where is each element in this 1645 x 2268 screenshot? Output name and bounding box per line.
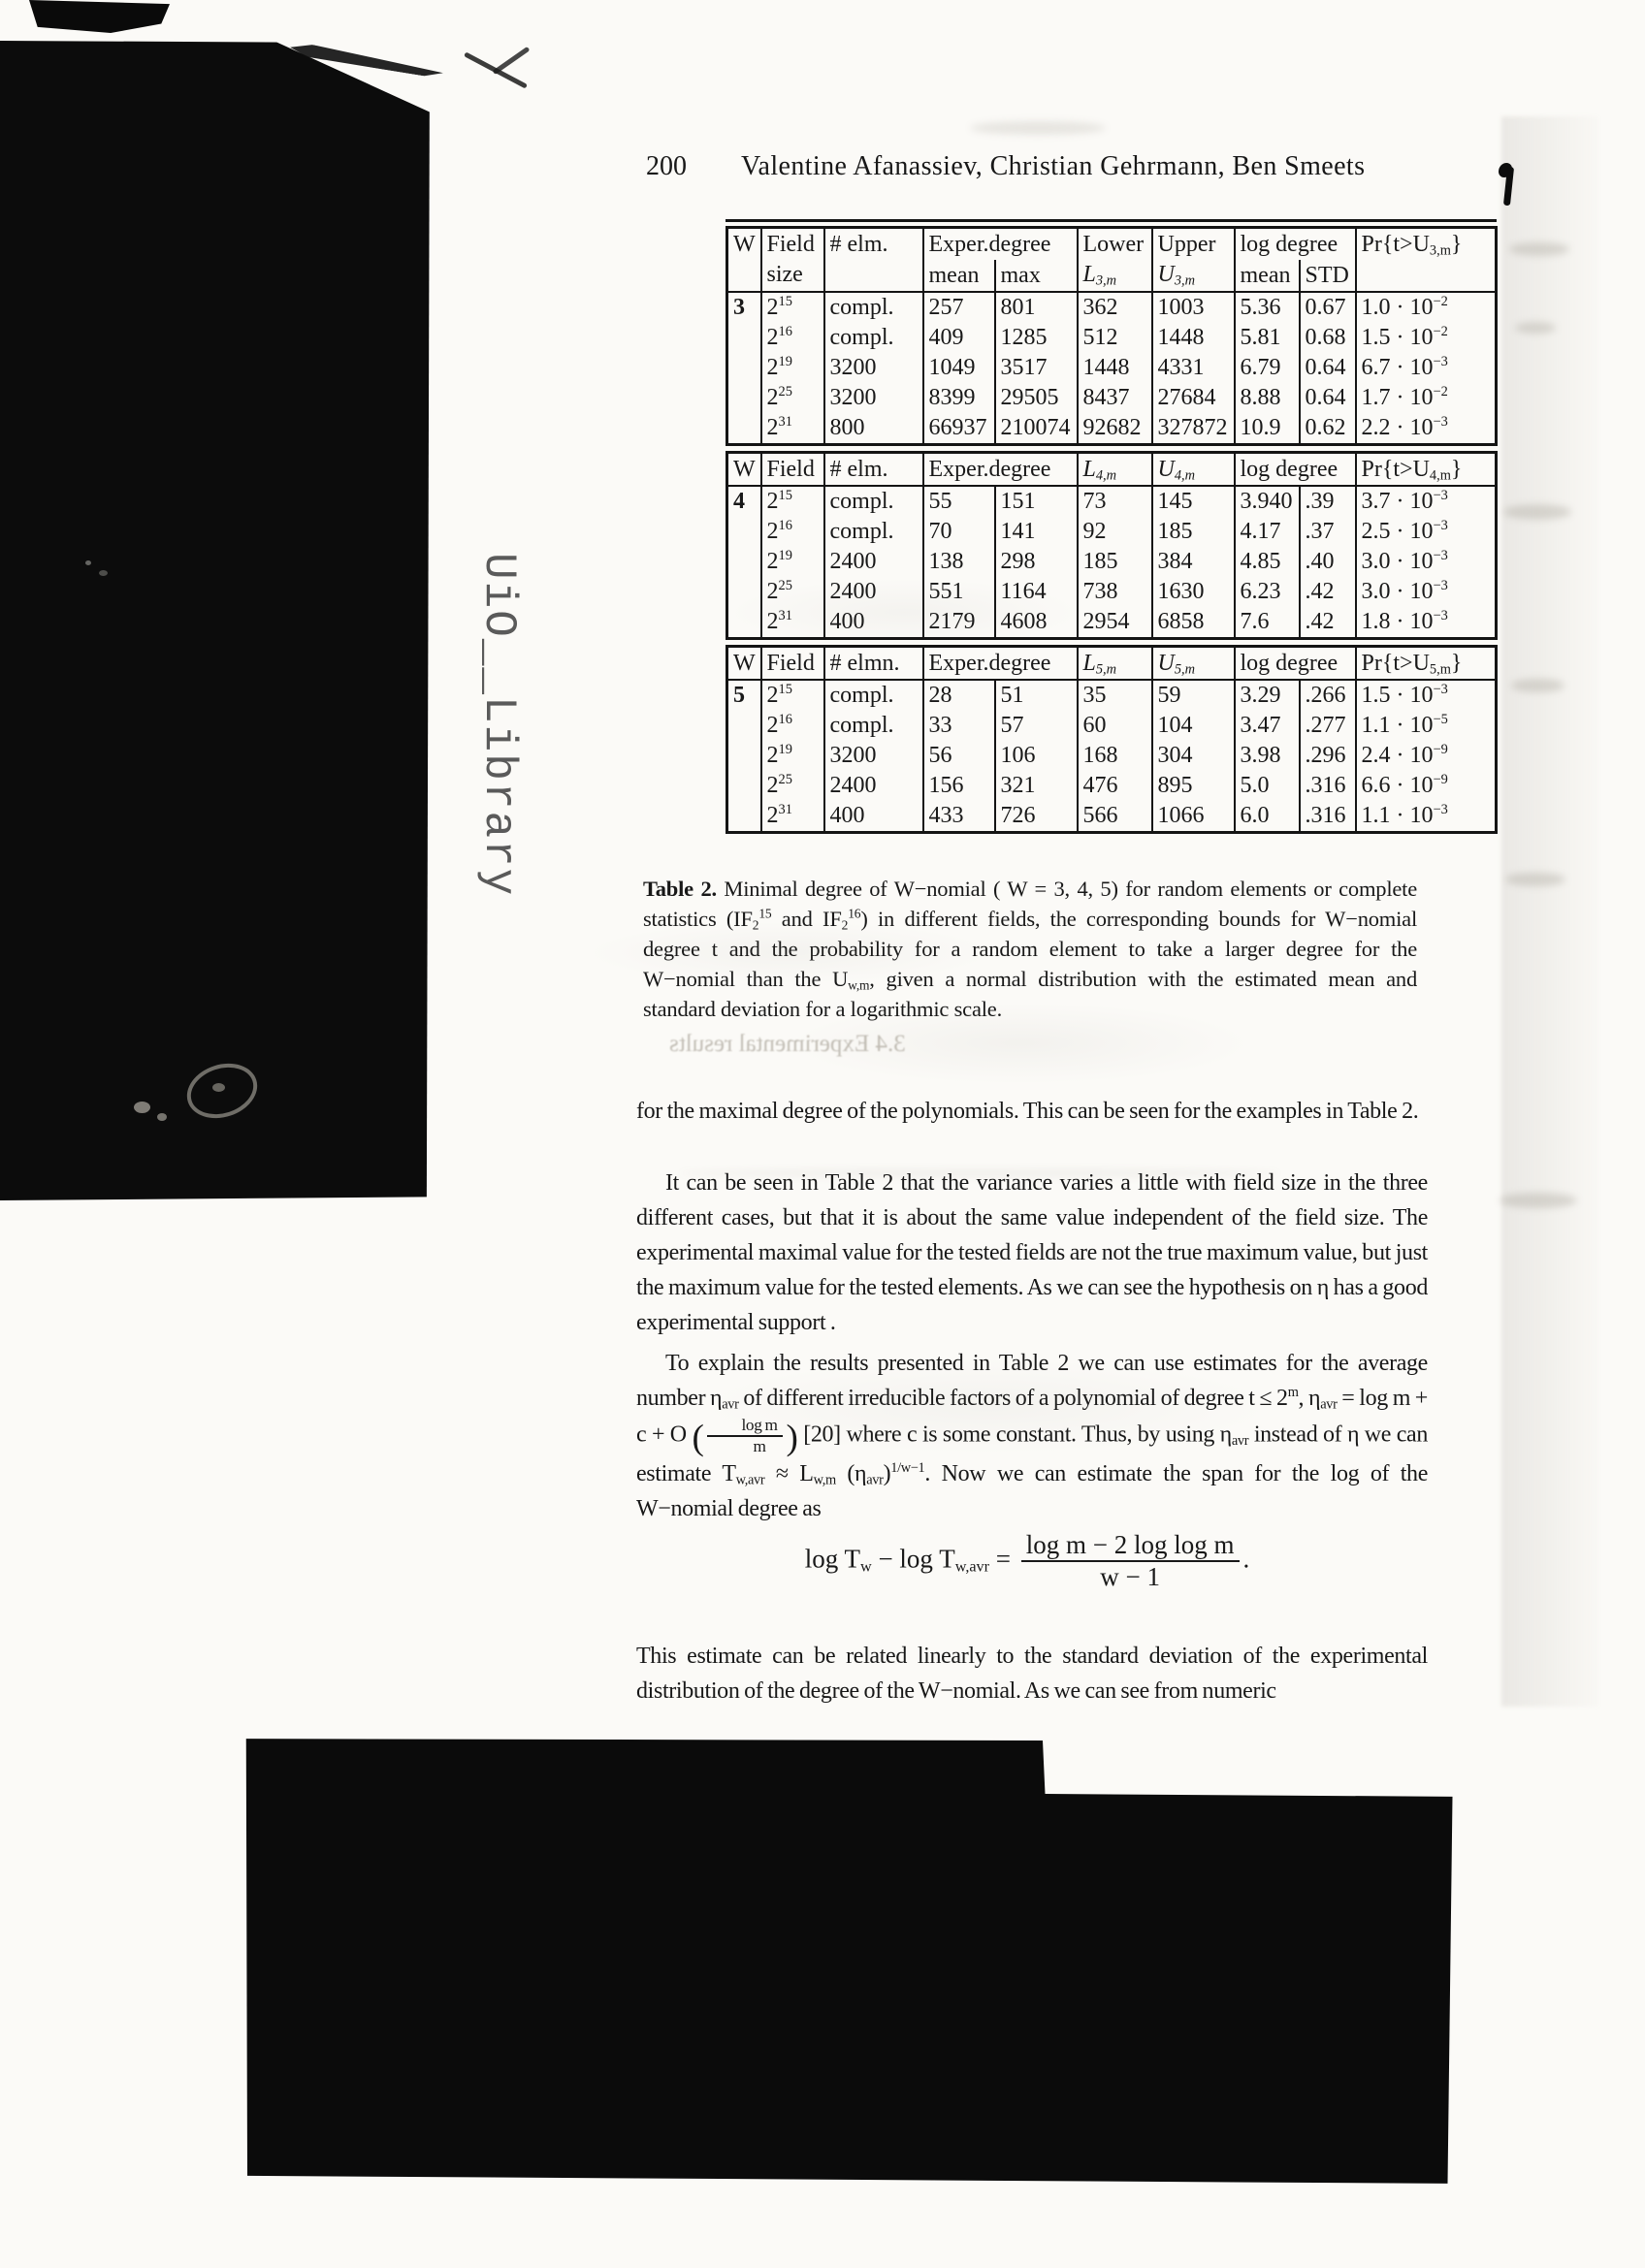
table-caption bbox=[643, 874, 1417, 1024]
table-cell: $2^{19}$ bbox=[761, 741, 824, 771]
bleedthrough-smudge bbox=[1505, 873, 1565, 886]
table-cell: $6.6 \cdot 10^{-9}$ bbox=[1356, 771, 1497, 801]
wnomial-table-w4 bbox=[726, 451, 1498, 640]
scan-speck bbox=[99, 570, 108, 576]
table-cell: $2^{16}$ bbox=[761, 517, 824, 547]
wnomial-table-w5 bbox=[726, 645, 1498, 834]
table-row bbox=[727, 801, 1497, 833]
table-cell: 384 bbox=[1152, 547, 1235, 577]
table-cell: .40 bbox=[1300, 547, 1356, 577]
col-exper-degree: Exper.degree bbox=[923, 228, 1078, 261]
col-log-degree: log degree bbox=[1235, 647, 1356, 681]
table-row bbox=[727, 413, 1497, 445]
table-cell: 3.98 bbox=[1235, 741, 1300, 771]
table-cell: 476 bbox=[1078, 771, 1152, 801]
col-probability: $Pr\{t>U_{5,m}\}$ bbox=[1356, 647, 1497, 681]
table-cell: 92682 bbox=[1078, 413, 1152, 445]
table-cell: $3.0 \cdot 10^{-3}$ bbox=[1356, 547, 1497, 577]
table-cell: 2179 bbox=[923, 607, 995, 639]
table-cell: 298 bbox=[995, 547, 1078, 577]
table-cell: 512 bbox=[1078, 323, 1152, 353]
table-cell: 56 bbox=[923, 741, 995, 771]
results-tables bbox=[726, 219, 1501, 839]
table-cell: 51 bbox=[995, 680, 1078, 711]
col-num-elements: # elm. bbox=[824, 453, 923, 487]
table-row bbox=[727, 292, 1497, 323]
table-cell: 2400 bbox=[824, 771, 923, 801]
table-cell: 27684 bbox=[1152, 383, 1235, 413]
table-cell: 0.64 bbox=[1300, 383, 1356, 413]
table-cell: compl. bbox=[824, 711, 923, 741]
table-cell: 106 bbox=[995, 741, 1078, 771]
table-cell: 104 bbox=[1152, 711, 1235, 741]
table-cell: 362 bbox=[1078, 292, 1152, 323]
table-cell: 138 bbox=[923, 547, 995, 577]
table-cell: 1003 bbox=[1152, 292, 1235, 323]
table-cell: $2^{19}$ bbox=[761, 547, 824, 577]
table-cell: 3 bbox=[727, 292, 761, 323]
table-cell: 59 bbox=[1152, 680, 1235, 711]
table-cell bbox=[727, 577, 761, 607]
bleedthrough-smudge bbox=[1511, 679, 1564, 692]
table-cell: 3200 bbox=[824, 353, 923, 383]
table-cell: 70 bbox=[923, 517, 995, 547]
caption-text: Minimal degree of W−nomial ( W = 3, 4, 5) for random elements or complete statistics ($IF_2^{15}$ and $IF_2^{16}$) in different fields, the corresponding bounds for W−nomial degree t and the probability for a random element to take a larger degree for the W−nomial than the $U_{w,m}$, given a normal distribution with the estimated mean and standard deviation for a logarithmic scale. bbox=[643, 877, 1418, 1021]
bleedthrough-smudge bbox=[1515, 322, 1556, 334]
table-cell bbox=[727, 741, 761, 771]
scan-speck bbox=[85, 560, 91, 565]
table-cell: 5.81 bbox=[1235, 323, 1300, 353]
table-cell: 28 bbox=[923, 680, 995, 711]
table-cell: .42 bbox=[1300, 607, 1356, 639]
table-cell: $2^{31}$ bbox=[761, 801, 824, 833]
table-row bbox=[727, 353, 1497, 383]
table-cell: $2^{31}$ bbox=[761, 413, 824, 445]
table-cell: 210074 bbox=[995, 413, 1078, 445]
col-field: Field bbox=[761, 453, 824, 487]
table-cell: 6.23 bbox=[1235, 577, 1300, 607]
table-cell: .42 bbox=[1300, 577, 1356, 607]
table-cell: .37 bbox=[1300, 517, 1356, 547]
table-cell: 5 bbox=[727, 680, 761, 711]
table-cell: $2.4 \cdot 10^{-9}$ bbox=[1356, 741, 1497, 771]
table-cell: compl. bbox=[824, 680, 923, 711]
table-cell: 3200 bbox=[824, 383, 923, 413]
header-row bbox=[727, 453, 1497, 487]
col-std: STD bbox=[1300, 260, 1356, 292]
table-cell: 10.9 bbox=[1235, 413, 1300, 445]
paragraph: This estimate can be related linearly to the standard deviation of the experimental distribution of the degree of the W−nomial. As we can see from numeric bbox=[636, 1644, 1428, 1704]
pen-crease-mark bbox=[493, 47, 531, 75]
table-cell: 551 bbox=[923, 577, 995, 607]
table-cell: 321 bbox=[995, 771, 1078, 801]
table-cell: $2^{31}$ bbox=[761, 607, 824, 639]
table-cell: $2^{25}$ bbox=[761, 577, 824, 607]
table-cell: 3.47 bbox=[1235, 711, 1300, 741]
table-cell: 5.36 bbox=[1235, 292, 1300, 323]
table-cell: 1285 bbox=[995, 323, 1078, 353]
table-cell: 73 bbox=[1078, 486, 1152, 517]
table-cell: 7.6 bbox=[1235, 607, 1300, 639]
table-cell: $1.5 \cdot 10^{-3}$ bbox=[1356, 680, 1497, 711]
table-cell: 4 bbox=[727, 486, 761, 517]
table-cell bbox=[727, 801, 761, 833]
table-cell: 57 bbox=[995, 711, 1078, 741]
display-formula: $\log T_w - \log T_{w,avr}$ = $\frac{\text{log m − 2 log log m}}{w - 1}$ . bbox=[804, 1530, 1250, 1592]
table-row bbox=[727, 711, 1497, 741]
table-cell: $2.2 \cdot 10^{-3}$ bbox=[1356, 413, 1497, 445]
table-row bbox=[727, 486, 1497, 517]
table-cell bbox=[727, 413, 761, 445]
table-cell: 0.67 bbox=[1300, 292, 1356, 323]
table-row bbox=[727, 323, 1497, 353]
table-cell: compl. bbox=[824, 323, 923, 353]
table-cell bbox=[727, 353, 761, 383]
table-cell bbox=[727, 547, 761, 577]
bleedthrough-smudge bbox=[1500, 1193, 1577, 1208]
col-w: W bbox=[727, 647, 761, 681]
col-log-degree: log degree bbox=[1235, 228, 1356, 261]
col-mean: mean bbox=[923, 260, 995, 292]
table-cell: 3517 bbox=[995, 353, 1078, 383]
table-cell: .316 bbox=[1300, 801, 1356, 833]
table-row bbox=[727, 680, 1497, 711]
table-cell: .296 bbox=[1300, 741, 1356, 771]
table-cell: $2^{15}$ bbox=[761, 292, 824, 323]
col-lower-bound: $L_{5,m}$ bbox=[1078, 647, 1152, 681]
table-cell bbox=[727, 383, 761, 413]
col-w: W bbox=[727, 228, 761, 293]
table-cell bbox=[727, 607, 761, 639]
col-lower-bound: $L_{4,m}$ bbox=[1078, 453, 1152, 487]
smudge-blob bbox=[157, 1113, 167, 1121]
bleedthrough-smudge bbox=[1509, 242, 1569, 256]
table-cell: 1448 bbox=[1078, 353, 1152, 383]
table-cell: $2^{25}$ bbox=[761, 383, 824, 413]
smudge-blob bbox=[134, 1102, 150, 1113]
table-cell: 400 bbox=[824, 801, 923, 833]
col-exper-degree: Exper.degree bbox=[923, 453, 1078, 487]
smudge-dot-mark bbox=[212, 1083, 225, 1092]
scan-black-blob bbox=[29, 0, 170, 33]
bleedthrough-smudge bbox=[970, 121, 1106, 135]
table-cell: 168 bbox=[1078, 741, 1152, 771]
table-row bbox=[727, 517, 1497, 547]
col-upper-bound: $U_{4,m}$ bbox=[1152, 453, 1235, 487]
col-w: W bbox=[727, 453, 761, 487]
table-cell: 2400 bbox=[824, 577, 923, 607]
table-cell: 156 bbox=[923, 771, 995, 801]
table-cell: compl. bbox=[824, 486, 923, 517]
table-cell: 55 bbox=[923, 486, 995, 517]
library-stamp: UiO__Library bbox=[473, 553, 524, 898]
table-cell: 304 bbox=[1152, 741, 1235, 771]
table-cell bbox=[727, 711, 761, 741]
table-cell: 6858 bbox=[1152, 607, 1235, 639]
col-exper-degree: Exper.degree bbox=[923, 647, 1078, 681]
table-cell: 0.62 bbox=[1300, 413, 1356, 445]
table-cell: $1.0 \cdot 10^{-2}$ bbox=[1356, 292, 1497, 323]
col-upper-bound: $U_{5,m}$ bbox=[1152, 647, 1235, 681]
table-row bbox=[727, 577, 1497, 607]
table-cell: 5.0 bbox=[1235, 771, 1300, 801]
table-cell: 257 bbox=[923, 292, 995, 323]
col-probability: $Pr\{t>U_{4,m}\}$ bbox=[1356, 453, 1497, 487]
table-cell: 6.0 bbox=[1235, 801, 1300, 833]
table-cell: 4608 bbox=[995, 607, 1078, 639]
table-row bbox=[727, 741, 1497, 771]
col-log-degree: log degree bbox=[1235, 453, 1356, 487]
bleedthrough-heading: 3.4 Experimental results bbox=[669, 1031, 906, 1057]
table-cell: 2954 bbox=[1078, 607, 1152, 639]
table-cell: 0.68 bbox=[1300, 323, 1356, 353]
table-cell: 8.88 bbox=[1235, 383, 1300, 413]
table-cell: 566 bbox=[1078, 801, 1152, 833]
table-cell: 0.64 bbox=[1300, 353, 1356, 383]
table-cell: 409 bbox=[923, 323, 995, 353]
table-cell: $1.5 \cdot 10^{-2}$ bbox=[1356, 323, 1497, 353]
table-cell bbox=[727, 323, 761, 353]
paragraph: for the maximal degree of the polynomials. This can be seen for the examples in Table 2. bbox=[636, 1099, 1419, 1124]
table-cell: compl. bbox=[824, 517, 923, 547]
table-cell: 1164 bbox=[995, 577, 1078, 607]
scan-black-margin-bottom bbox=[242, 1734, 1455, 2189]
paragraph: To explain the results presented in Table 2 we can use estimates for the average number $\eta_{avr}$ of different irreducible factors of a polynomial of degree $t \le 2^m$, $\eta_{avr} = \log m + c + O$ ( $\frac{\text{log m}}{m}$ ) [20] where c is some constant. Thus, by using $\eta_{avr}$ instead of η we can estimate $T_{w,avr} \approx L_{w,m}$ $(\eta_{avr})^{1/w-1}$. Now we can estimate the span for the log of the W−nomial degree as bbox=[636, 1351, 1429, 1521]
table-body-w5 bbox=[727, 680, 1497, 833]
table-cell: 60 bbox=[1078, 711, 1152, 741]
table-cell: 3200 bbox=[824, 741, 923, 771]
table-cell: $1.8 \cdot 10^{-3}$ bbox=[1356, 607, 1497, 639]
table-cell: 29505 bbox=[995, 383, 1078, 413]
table-cell: 8437 bbox=[1078, 383, 1152, 413]
wnomial-table-w3 bbox=[726, 226, 1498, 446]
table-cell: 433 bbox=[923, 801, 995, 833]
table-cell: 800 bbox=[824, 413, 923, 445]
table-cell: $2^{25}$ bbox=[761, 771, 824, 801]
table-cell: $1.1 \cdot 10^{-5}$ bbox=[1356, 711, 1497, 741]
table-cell: 1630 bbox=[1152, 577, 1235, 607]
table-row bbox=[727, 547, 1497, 577]
table-cell: 895 bbox=[1152, 771, 1235, 801]
scan-black-margin-left bbox=[0, 41, 430, 1200]
table-cell: compl. bbox=[824, 292, 923, 323]
col-upper-bound: Upper $U_{3,m}$ bbox=[1152, 228, 1235, 293]
table-cell: 327872 bbox=[1152, 413, 1235, 445]
table-cell: 1066 bbox=[1152, 801, 1235, 833]
table-cell: 4.17 bbox=[1235, 517, 1300, 547]
table-body-w4 bbox=[727, 486, 1497, 639]
col-num-elements: # elm. bbox=[824, 228, 923, 293]
table-cell: 4331 bbox=[1152, 353, 1235, 383]
running-head-authors: Valentine Afanassiev, Christian Gehrmann, Ben Smeets bbox=[741, 151, 1366, 181]
table-cell: $2^{15}$ bbox=[761, 680, 824, 711]
table-cell: 4.85 bbox=[1235, 547, 1300, 577]
table-cell: 1049 bbox=[923, 353, 995, 383]
table-cell: 6.79 bbox=[1235, 353, 1300, 383]
page-number: 200 bbox=[646, 151, 687, 181]
table-cell: .316 bbox=[1300, 771, 1356, 801]
scan-right-shadow bbox=[1501, 116, 1598, 1707]
paragraph: It can be seen in Table 2 that the variance varies a little with field size in the three different cases, but that it is about the same value independent of the field size. The experimental maximal value for the tested fields are not the true maximum value, but just the maximum value for the tested elements. As we can see the hypothesis on η has a good experimental support . bbox=[636, 1170, 1428, 1335]
table-cell: 66937 bbox=[923, 413, 995, 445]
table-cell: 3.29 bbox=[1235, 680, 1300, 711]
table-body-w3 bbox=[727, 292, 1497, 445]
table-row bbox=[727, 607, 1497, 639]
header-row bbox=[727, 647, 1497, 681]
table-cell: $2.5 \cdot 10^{-3}$ bbox=[1356, 517, 1497, 547]
table-cell: 185 bbox=[1078, 547, 1152, 577]
table-cell bbox=[727, 771, 761, 801]
table-cell: 33 bbox=[923, 711, 995, 741]
running-head bbox=[646, 151, 1365, 182]
table-cell: $3.0 \cdot 10^{-3}$ bbox=[1356, 577, 1497, 607]
col-max: max bbox=[995, 260, 1078, 292]
table-cell: 185 bbox=[1152, 517, 1235, 547]
table-cell: 141 bbox=[995, 517, 1078, 547]
col-lower-bound: Lower $L_{3,m}$ bbox=[1078, 228, 1152, 293]
table-row bbox=[727, 383, 1497, 413]
bleedthrough-smudge bbox=[1503, 504, 1571, 520]
col-field-size: Field size bbox=[761, 228, 824, 293]
col-log-mean: mean bbox=[1235, 260, 1300, 292]
table-cell: 3.940 bbox=[1235, 486, 1300, 517]
table-cell: $2^{16}$ bbox=[761, 711, 824, 741]
table-cell: $6.7 \cdot 10^{-3}$ bbox=[1356, 353, 1497, 383]
table-cell: 801 bbox=[995, 292, 1078, 323]
table-cell: 151 bbox=[995, 486, 1078, 517]
table-cell: 145 bbox=[1152, 486, 1235, 517]
table-cell: 8399 bbox=[923, 383, 995, 413]
table-cell bbox=[727, 517, 761, 547]
double-rule bbox=[726, 219, 1497, 222]
table-cell: $2^{19}$ bbox=[761, 353, 824, 383]
header-row bbox=[727, 228, 1497, 261]
col-field: Field bbox=[761, 647, 824, 681]
table-cell: $1.7 \cdot 10^{-2}$ bbox=[1356, 383, 1497, 413]
table-row bbox=[727, 771, 1497, 801]
table-cell: $3.7 \cdot 10^{-3}$ bbox=[1356, 486, 1497, 517]
table-cell: 2400 bbox=[824, 547, 923, 577]
table-cell: 35 bbox=[1078, 680, 1152, 711]
table-cell: $1.1 \cdot 10^{-3}$ bbox=[1356, 801, 1497, 833]
table-cell: $2^{15}$ bbox=[761, 486, 824, 517]
table-cell: 726 bbox=[995, 801, 1078, 833]
table-cell: .266 bbox=[1300, 680, 1356, 711]
col-num-elements: # elmn. bbox=[824, 647, 923, 681]
table-cell: 400 bbox=[824, 607, 923, 639]
table-cell: 92 bbox=[1078, 517, 1152, 547]
table-cell: 738 bbox=[1078, 577, 1152, 607]
caption-label: Table 2. bbox=[643, 877, 717, 901]
table-cell: $2^{16}$ bbox=[761, 323, 824, 353]
table-cell: .277 bbox=[1300, 711, 1356, 741]
table-cell: .39 bbox=[1300, 486, 1356, 517]
col-probability: $Pr\{t>U_{3,m}\}$ bbox=[1356, 228, 1497, 293]
table-cell: 1448 bbox=[1152, 323, 1235, 353]
